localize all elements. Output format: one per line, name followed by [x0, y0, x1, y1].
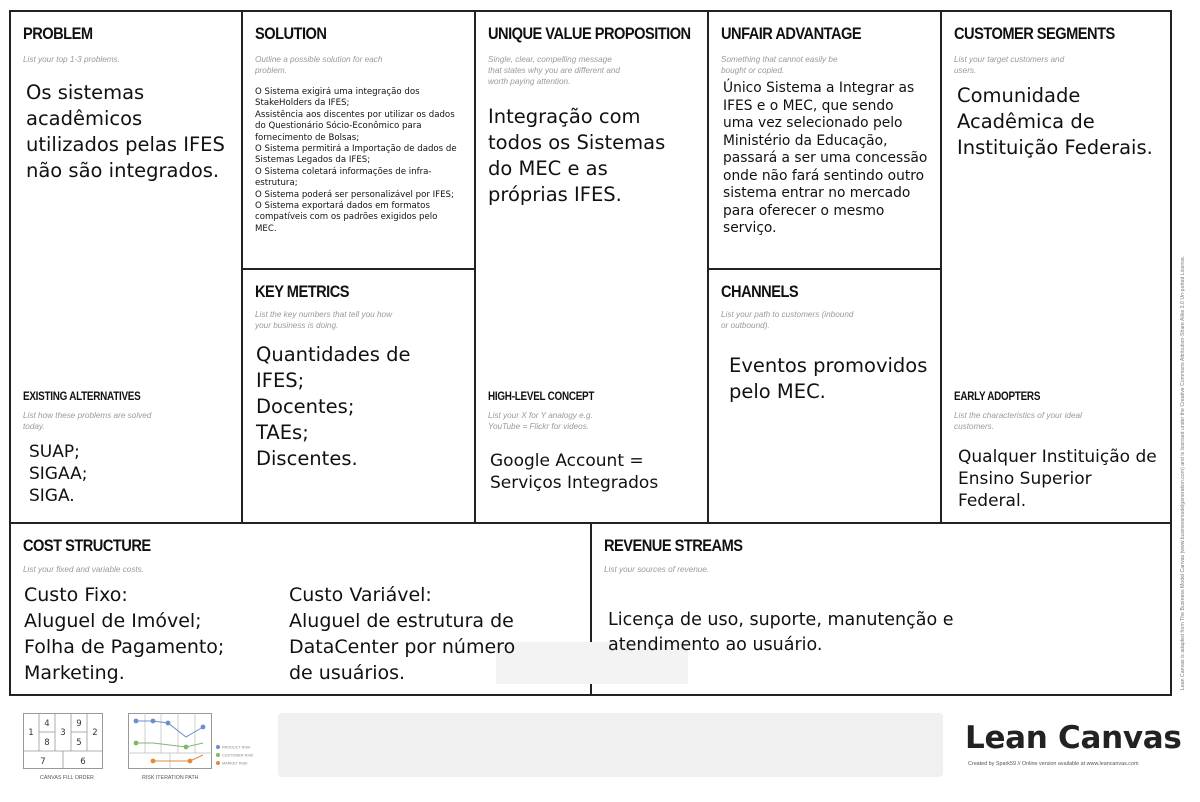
- risk-legend-label: PRODUCT RISK: [222, 745, 251, 750]
- license-text: Lean Canvas is adapted from The Business Model Canvas (www.businessmodelgeneration.com) and is licensed under the Creative Commons Attribution-Share Alike 3.0 Un-ported License.: [1180, 255, 1186, 690]
- fill-order-number: 6: [80, 757, 86, 767]
- fill-order-caption: CANVAS FILL ORDER: [40, 775, 94, 781]
- high-level-concept-content: Google Account = Serviços Integrados: [490, 451, 659, 493]
- problem-block: [11, 12, 243, 522]
- solution-hint: Outline a possible solution for each problem.: [255, 55, 383, 75]
- high-level-concept-title: HIGH-LEVEL CONCEPT: [488, 391, 595, 403]
- unfair-advantage-content: Único Sistema a Integrar as IFES e o MEC, que sendo uma vez selecionado pelo Ministério da Educação, passará a ser uma concessão onde não fará sentindo outro sistema entrar no mercado para oferecer o mesmo serviço.: [723, 80, 928, 236]
- fill-order-number: 4: [44, 719, 50, 729]
- uvp-block: [476, 12, 709, 522]
- lean-canvas-logo: Lean Canvas: [965, 720, 1182, 756]
- high-level-concept-hint: List your X for Y analogy e.g. YouTube = Flickr for videos.: [488, 411, 593, 431]
- uvp-content: Integração com todos os Sistemas do MEC e as próprias IFES.: [488, 105, 666, 206]
- fill-order-number: 2: [92, 728, 98, 738]
- channels-hint: List your path to customers (inbound or outbound).: [721, 310, 854, 330]
- fill-order-grid-icon: [23, 713, 103, 769]
- channels-block: [709, 270, 942, 522]
- fixed-cost-content: Custo Fixo: Aluguel de Imóvel; Folha de Pagamento; Marketing.: [24, 584, 225, 684]
- existing-alternatives-title: EXISTING ALTERNATIVES: [23, 391, 141, 403]
- cost-structure-block: [11, 522, 592, 696]
- solution-block: [243, 12, 476, 270]
- fill-order-number: 7: [40, 757, 46, 767]
- fill-order-number: 5: [76, 738, 82, 748]
- revenue-streams-hint: List your sources of revenue.: [604, 565, 710, 574]
- risk-legend-label: CUSTOMER RISK: [222, 753, 254, 758]
- footer-blank-panel: [278, 713, 943, 777]
- fill-order-number: 9: [76, 719, 82, 729]
- existing-alternatives-hint: List how these problems are solved today.: [23, 411, 152, 431]
- revenue-streams-block: [592, 522, 1172, 696]
- problem-content: Os sistemas acadêmicos utilizados pelas IFES não são integrados.: [26, 81, 225, 182]
- unfair-advantage-hint: Something that cannot easily be bought or copied.: [721, 55, 838, 75]
- fill-order-thumbnail: [23, 713, 103, 769]
- solution-content: O Sistema exigirá uma integração dos StakeHolders da IFES; Assistência aos discentes por utilizar os dados do Questionário Sócio-Econômico para fornecimento de Bolsas; O Sistema permitirá a Importação de dados de Sistemas Legados da IFES; O Sistema coletará informações de infra-estrutura; O Sistema poderá ser personalizável por IFES; O Sistema exportará dados em formatos compatíveis com os padrões exigidos pelo MEC.: [255, 87, 457, 234]
- customer-segments-hint: List your target customers and users.: [954, 55, 1065, 75]
- early-adopters-content: Qualquer Instituição de Ensino Superior Federal.: [958, 447, 1157, 511]
- customer-segments-title: CUSTOMER SEGMENTS: [954, 24, 1115, 43]
- risk-path-thumbnail: [128, 713, 254, 769]
- uvp-title: UNIQUE VALUE PROPOSITION: [488, 24, 691, 43]
- footer-credit: Created by Spark59 // Online version available at www.leancanvas.com: [968, 761, 1139, 767]
- customer-segments-content: Comunidade Acadêmica de Instituição Federais.: [957, 84, 1153, 159]
- risk-legend-label: MARKET RISK: [222, 761, 248, 766]
- fill-order-number: 8: [44, 738, 50, 748]
- key-metrics-title: KEY METRICS: [255, 282, 349, 301]
- problem-title: PROBLEM: [23, 24, 93, 43]
- uvp-hint: Single, clear, compelling message that states why you are different and worth paying attention.: [488, 55, 620, 86]
- channels-title: CHANNELS: [721, 282, 799, 301]
- key-metrics-block: [243, 270, 476, 522]
- early-adopters-hint: List the characteristics of your ideal customers.: [954, 411, 1082, 431]
- risk-path-diagram-icon: [128, 713, 254, 769]
- revenue-streams-content: Licença de uso, suporte, manutenção e atendimento ao usuário.: [608, 610, 954, 655]
- cost-structure-title: COST STRUCTURE: [23, 536, 151, 555]
- unfair-advantage-block: [709, 12, 942, 270]
- key-metrics-content: Quantidades de IFES; Docentes; TAEs; Discentes.: [256, 343, 411, 470]
- risk-path-caption: RISK ITERATION PATH: [142, 775, 199, 781]
- revenue-streams-title: REVENUE STREAMS: [604, 536, 743, 555]
- early-adopters-title: EARLY ADOPTERS: [954, 391, 1041, 403]
- fill-order-number: 3: [60, 728, 66, 738]
- cost-structure-hint: List your fixed and variable costs.: [23, 565, 145, 574]
- channels-content: Eventos promovidos pelo MEC.: [729, 354, 928, 403]
- solution-title: SOLUTION: [255, 24, 327, 43]
- fill-order-number: 1: [28, 728, 34, 738]
- customer-segments-block: [942, 12, 1172, 522]
- key-metrics-hint: List the key numbers that tell you how your business is doing.: [255, 310, 392, 330]
- problem-hint: List your top 1-3 problems.: [23, 55, 120, 64]
- unfair-advantage-title: UNFAIR ADVANTAGE: [721, 24, 862, 43]
- lean-canvas: [9, 10, 1172, 696]
- existing-alternatives-content: SUAP; SIGAA; SIGA.: [29, 442, 88, 506]
- variable-cost-content: Custo Variável: Aluguel de estrutura de DataCenter por número de usuários.: [289, 584, 516, 684]
